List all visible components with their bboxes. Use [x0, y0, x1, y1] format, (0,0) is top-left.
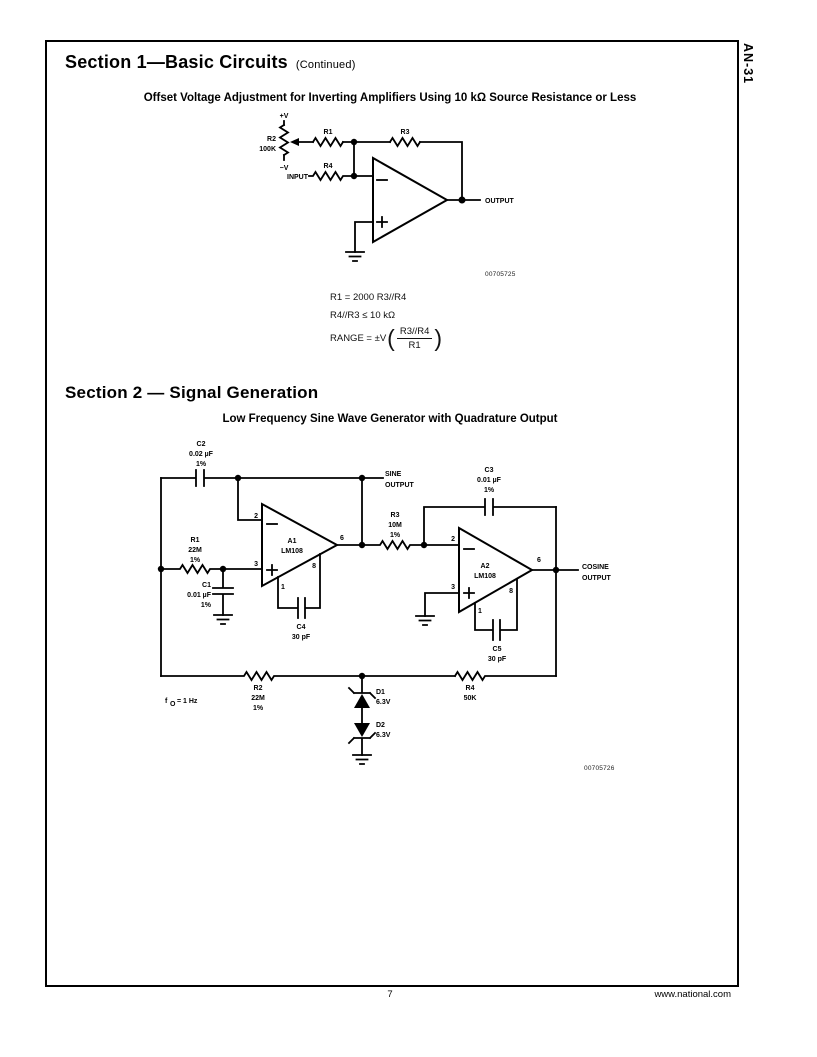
circuit2-sine-generator-schematic	[155, 432, 625, 777]
a1-pin1-label: 1	[281, 584, 285, 591]
r3-value: 10M	[388, 522, 402, 529]
open-paren: (	[387, 325, 395, 351]
r1-value: 22M	[188, 547, 202, 554]
a1-pin3-label: 3	[254, 561, 258, 568]
resistor-r1	[161, 565, 262, 573]
output-label: OUTPUT	[485, 198, 514, 205]
section1-subtitle: Offset Voltage Adjustment for Inverting Amplifiers Using 10 kΩ Source Resistance or Less	[143, 92, 637, 104]
junction-dot	[359, 542, 365, 548]
d1-triangle	[354, 694, 370, 708]
page-number: 7	[387, 989, 393, 1000]
fraction-numerator: R3//R4	[399, 326, 430, 337]
a2-pin1-label: 1	[478, 608, 482, 615]
a2-pin8-label: 8	[509, 588, 513, 595]
section1-equations	[330, 289, 443, 351]
junction-dot	[235, 475, 241, 481]
junction-dot	[158, 566, 164, 572]
a2-part-label: LM108	[474, 573, 496, 580]
r2-value: 22M	[251, 695, 265, 702]
close-paren: )	[434, 325, 443, 351]
junction-dot	[351, 173, 357, 179]
junction-dot	[220, 566, 226, 572]
r1-tol: 1%	[189, 557, 201, 564]
r3-tol: 1%	[389, 532, 401, 539]
section1-heading	[65, 52, 356, 73]
junction-dot	[421, 542, 427, 548]
section2-heading: Section 2 — Signal Generation	[65, 383, 319, 402]
c1-value: 0.01 µF	[187, 592, 211, 599]
junction-dot	[351, 139, 357, 145]
c1-tol: 1%	[200, 602, 211, 609]
sine-output-label: SINE	[385, 471, 402, 478]
c2-label: C2	[196, 441, 206, 448]
a1-pin8-label: 8	[312, 563, 316, 570]
r4-value: 50K	[463, 695, 477, 702]
equation-3	[330, 326, 443, 351]
resistor-r4	[309, 172, 373, 180]
ground-symbol	[353, 755, 371, 764]
r2-label: R2	[267, 136, 276, 143]
cosine-output-label: COSINE	[582, 564, 609, 571]
a2-pin3-label: 3	[451, 584, 455, 591]
a2-ground-wire	[425, 593, 459, 616]
junction-dot	[359, 475, 365, 481]
sine-output-label2: OUTPUT	[385, 482, 414, 489]
d2-triangle	[354, 723, 370, 737]
c2-value: 0.02 µF	[189, 451, 213, 458]
opamp-a1-symbol	[262, 504, 337, 586]
c3-tol: 1%	[483, 487, 495, 494]
wiper-arrow	[290, 138, 299, 146]
ground-symbol	[214, 615, 232, 624]
a1-pin6-label: 6	[340, 535, 344, 542]
c4-value: 30 pF	[291, 634, 311, 641]
frequency-label	[165, 698, 198, 708]
c3-value: 0.01 µF	[477, 477, 501, 484]
a2-pin2-label: 2	[451, 536, 455, 543]
opamp-symbol	[373, 158, 447, 242]
resistor-r1	[313, 138, 343, 146]
junction-dot	[359, 673, 365, 679]
a2-label: A2	[480, 563, 490, 570]
a1-label: A1	[287, 538, 297, 545]
d1-label: D1	[376, 689, 385, 696]
supply-neg-label: −V	[279, 165, 289, 172]
inverting-input-wire	[238, 478, 262, 520]
r1-label: R1	[323, 129, 333, 136]
c5-value: 30 pF	[487, 656, 507, 663]
wire	[355, 222, 373, 252]
section2-subtitle: Low Frequency Sine Wave Generator with Quadrature Output	[222, 413, 558, 425]
junction-dot	[553, 567, 559, 573]
section1-continued-label: (Continued)	[295, 59, 356, 71]
resistor-r3	[337, 541, 459, 549]
opamp-a2-symbol	[459, 528, 532, 612]
a1-part-label: LM108	[281, 548, 303, 555]
fraction-denominator: R1	[397, 338, 433, 351]
equation-1: R1 = 2000 R3//R4	[330, 292, 407, 303]
cosine-output-label2: OUTPUT	[582, 575, 611, 582]
r2-value-label: 100K	[259, 146, 276, 153]
r2-label: R2	[253, 685, 263, 692]
svg-text:= 1 Hz: = 1 Hz	[177, 698, 198, 705]
figure1-code: 00705725	[485, 271, 516, 278]
d2-value: 6.3V	[376, 732, 391, 739]
capacitor-c3	[424, 499, 556, 545]
supply-pos-label: +V	[279, 113, 289, 120]
a2-pin6-label: 6	[537, 557, 541, 564]
input-label: INPUT	[287, 174, 308, 181]
svg-text:O: O	[170, 701, 176, 708]
r1-label: R1	[190, 537, 200, 544]
d1-value: 6.3V	[376, 699, 391, 706]
c5-label: C5	[492, 646, 502, 653]
figure2-code: 00705726	[584, 765, 615, 772]
ground-symbol	[346, 252, 364, 261]
c3-label: C3	[484, 467, 494, 474]
capacitor-c2	[161, 470, 383, 486]
svg-text:f: f	[165, 698, 168, 705]
a1-pin2-label: 2	[254, 513, 258, 520]
circuit1-offset-adjust-schematic	[248, 108, 538, 273]
resistor-r3	[390, 138, 420, 146]
r3-label: R3	[400, 129, 410, 136]
d2-label: D2	[376, 722, 385, 729]
junction-dot	[459, 197, 466, 204]
doc-code-sidebar-label: AN-31	[741, 43, 755, 85]
website-link[interactable]: www.national.com	[654, 989, 731, 1000]
c2-tol: 1%	[195, 461, 207, 468]
r4-label: R4	[323, 163, 333, 170]
resistor-r4	[455, 672, 556, 680]
equation-3-prefix: RANGE = ±V	[330, 333, 387, 344]
resistor-r2	[161, 672, 455, 680]
equation-2: R4//R3 ≤ 10 kΩ	[330, 310, 396, 321]
c1-label: C1	[202, 582, 211, 589]
r2-tol: 1%	[252, 705, 264, 712]
c4-label: C4	[296, 624, 306, 631]
capacitor-c1	[213, 569, 233, 615]
section1-title: Section 1—Basic Circuits	[65, 52, 288, 72]
equation-3-fraction	[397, 326, 433, 351]
r3-label: R3	[390, 512, 400, 519]
ground-symbol	[416, 616, 434, 625]
r4-label: R4	[465, 685, 475, 692]
